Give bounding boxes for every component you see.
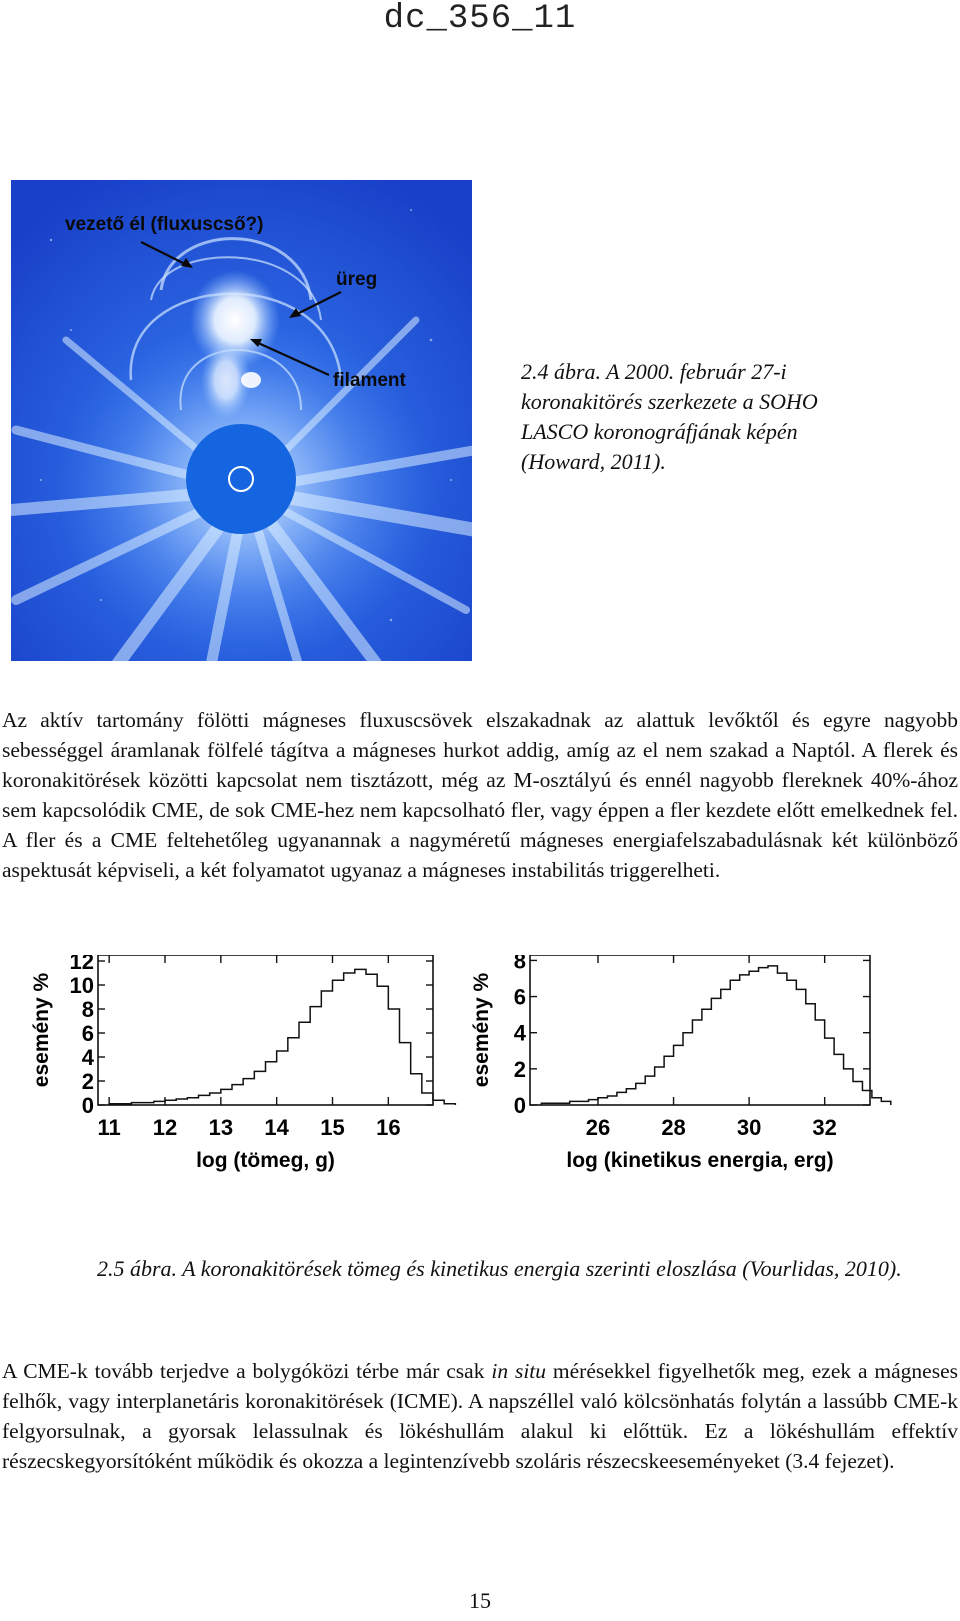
kinetic-energy-histogram	[470, 955, 891, 1172]
paragraph-2-text-end: mérésekkel figyelhetők meg, ezek a mágneses felhők, vagy interplanetáris koronakitörések (ICME). A napszéllel való kölcsönhatás folytán a lassúbb CME-k felgyorsulnak, a gyorsak lelassulnak és lökéshullám alakul ki előttük. Ez a lökéshullám effektív részecskegyorsítóként működik és okozza a legintenzívebb szoláris részecskeeseményeket (3.4 fejezet).	[2, 1359, 958, 1473]
histogram-step-line	[109, 969, 455, 1105]
y-tick-label: 12	[69, 955, 94, 974]
histogram-step-line	[541, 966, 890, 1105]
x-axis-label: log (kinetikus energia, erg)	[566, 1149, 834, 1172]
x-tick-label: 16	[376, 1115, 401, 1140]
figure-2-4-caption: 2.4 ábra. A 2000. február 27-i koronakitörés szerkezete a SOHO LASCO koronográfjának képén (Howard, 2011).	[521, 359, 818, 474]
page-number: 15	[469, 1588, 491, 1613]
y-tick-label: 10	[69, 973, 94, 998]
x-tick-label: 28	[661, 1115, 686, 1140]
y-tick-label: 8	[513, 955, 526, 974]
x-tick-label: 11	[97, 1115, 121, 1140]
y-tick-label: 8	[81, 997, 94, 1022]
histogram-figure	[18, 955, 910, 1210]
x-tick-label: 13	[208, 1115, 234, 1140]
annotation-filament: filament	[333, 370, 406, 391]
x-tick-label: 14	[264, 1115, 289, 1140]
x-axis-label: log (tömeg, g)	[196, 1149, 335, 1172]
body-paragraph-2	[2, 1356, 958, 1476]
plot-frame	[98, 955, 433, 1105]
y-tick-label: 6	[513, 984, 526, 1010]
y-axis-label: esemény %	[470, 972, 493, 1088]
y-axis-label: esemény %	[30, 972, 53, 1088]
plot-frame	[530, 955, 870, 1105]
body-paragraph-1: Az aktív tartomány fölötti mágneses fluxuscsövek elszakadnak az alattuk levőktől és egyre nagyobb sebességgel áramlanak fölfelé tágítva a mágneses hurkot addig, amíg az el nem szakad a Naptól. A flerek és koronakitörések közötti kapcsolat nem tisztázott, még az M-osztályú és ennél nagyobb flereknek 40%-ához sem kapcsolódik CME, de sok CME-hez nem kapcsolható fler, vagy éppen a fler kezdete előtt emelkednek fel. A fler és a CME feltehetőleg ugyanannak a nagyméretű mágneses energiafelszabadulásnak két különböző aspektusát képviseli, a két folyamatot ugyanaz a mágneses instabilitás triggerelheti.	[2, 708, 958, 882]
paragraph-2-text-start: A CME-k tovább terjedve a bolygóközi térbe már csak	[2, 1359, 492, 1383]
y-tick-label: 4	[81, 1045, 94, 1070]
y-tick-label: 2	[81, 1069, 94, 1094]
y-tick-label: 0	[513, 1093, 526, 1118]
x-tick-label: 26	[585, 1115, 611, 1140]
x-tick-label: 12	[152, 1115, 178, 1140]
x-tick-label: 32	[812, 1115, 837, 1140]
y-tick-label: 0	[81, 1093, 94, 1118]
annotation-cavity: üreg	[336, 269, 378, 290]
x-tick-label: 15	[320, 1115, 345, 1140]
figure-2-5-caption: 2.5 ábra. A koronakitörések tömeg és kinetikus energia szerinti eloszlása (Vourlidas, 2010).	[97, 1256, 902, 1281]
cme-coronagraph-image	[11, 180, 472, 661]
document-id-header: dc_356_11	[383, 0, 577, 38]
in-situ-term: in situ	[491, 1359, 547, 1383]
y-tick-label: 2	[513, 1056, 526, 1082]
mass-histogram	[30, 955, 455, 1172]
annotation-leading-edge: vezető él (fluxuscső?)	[65, 214, 264, 235]
y-tick-label: 6	[81, 1021, 94, 1046]
x-tick-label: 30	[736, 1115, 762, 1140]
y-tick-label: 4	[513, 1020, 526, 1046]
